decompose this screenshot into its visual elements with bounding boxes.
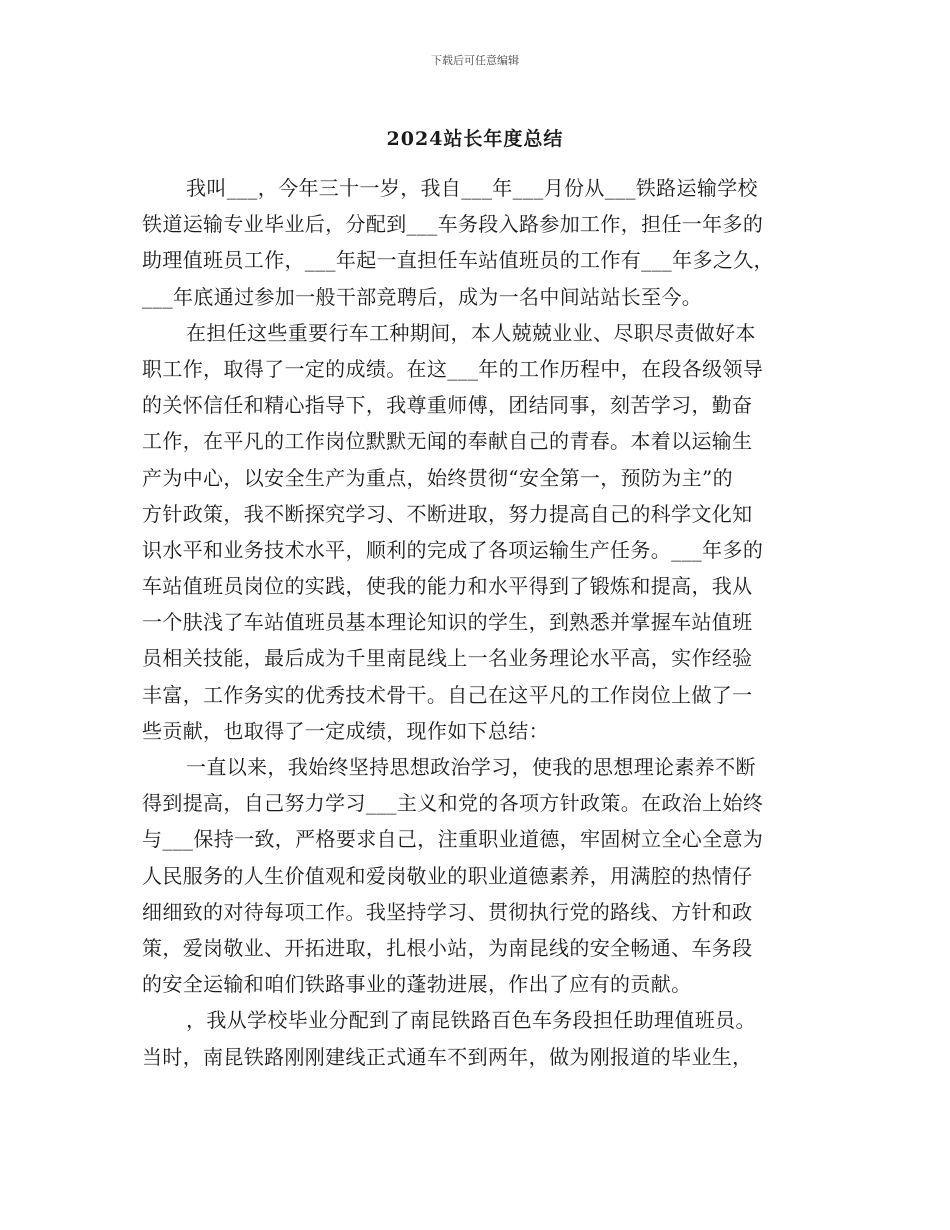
text-line: ___年底通过参加一般干部竞聘后，成为一名中间站站长至今。 xyxy=(142,284,703,309)
text-line: 一直以来，我始终坚持思想政治学习，使我的思想理论素养不断 xyxy=(186,755,756,779)
text-line: 人民服务的人生价值观和爱岗敬业的职业道德素养，用满腔的热情仔 xyxy=(142,863,753,888)
text-line: 职工作，取得了一定的成绩。在这___年的工作历程中，在段各级领导 xyxy=(142,356,764,381)
text-line: 策，爱岗敬业、开拓进取，扎根小站，为南昆线的安全畅通、车务段 xyxy=(142,935,753,960)
text-line: 当时，南昆铁路刚刚建线正式通车不到两年，做为刚报道的毕业生， xyxy=(142,1044,753,1069)
page-header-note: 下载后可任意编辑 xyxy=(431,54,519,67)
text-line: 工作，在平凡的工作岗位默默无闻的奉献自己的青春。本着以运输生 xyxy=(142,429,753,454)
text-line: 的安全运输和咱们铁路事业的蓬勃进展，作出了应有的贡献。 xyxy=(142,972,692,997)
text-line: 在担任这些重要行车工种期间，本人兢兢业业、尽职尽责做好本 xyxy=(186,320,756,345)
text-line: 识水平和业务技术水平，顺利的完成了各项运输生产任务。___年多的 xyxy=(142,537,764,562)
text-line: 方针政策，我不断探究学习、不断进取，努力提高自己的科学文化知 xyxy=(142,501,753,526)
text-line: 铁道运输专业毕业后，分配到___车务段入路参加工作，担任一年多的 xyxy=(142,212,764,237)
text-line: 助理值班员工作，___年起一直担任车站值班员的工作有___年多之久， xyxy=(142,248,774,273)
text-line: ，我从学校毕业分配到了南昆铁路百色车务段担任助理值班员。 xyxy=(186,1008,756,1033)
text-line: 一个肤浅了车站值班员基本理论知识的学生，到熟悉并掌握车站值班 xyxy=(142,610,753,635)
text-line: 细细致的对待每项工作。我坚持学习、贯彻执行党的路线、方针和政 xyxy=(142,899,753,924)
text-line: 产为中心，以安全生产为重点，始终贯彻“安全第一，预防为主”的 xyxy=(142,465,733,490)
text-line: 的关怀信任和精心指导下，我尊重师傅，团结同事，刻苦学习，勤奋 xyxy=(142,393,753,418)
text-line: 得到提高，自己努力学习___主义和党的各项方针政策。在政治上始终 xyxy=(142,791,764,816)
document-body xyxy=(142,170,812,1075)
text-line: 车站值班员岗位的实践，使我的能力和水平得到了锻炼和提高，我从 xyxy=(142,574,753,599)
text-line: 与___保持一致，严格要求自己，注重职业道德，牢固树立全心全意为 xyxy=(142,827,764,852)
document-title: 2024站长年度总结 xyxy=(386,128,564,150)
text-line: 我叫___，今年三十一岁，我自___年___月份从___铁路运输学校 xyxy=(186,176,758,200)
text-line: 丰富，工作务实的优秀技术骨干。自己在这平凡的工作岗位上做了一 xyxy=(142,682,753,707)
text-line: 员相关技能，最后成为千里南昆线上一名业务理论水平高，实作经验 xyxy=(142,646,753,671)
text-line: 些贡献，也取得了一定成绩，现作如下总结： xyxy=(142,718,549,743)
